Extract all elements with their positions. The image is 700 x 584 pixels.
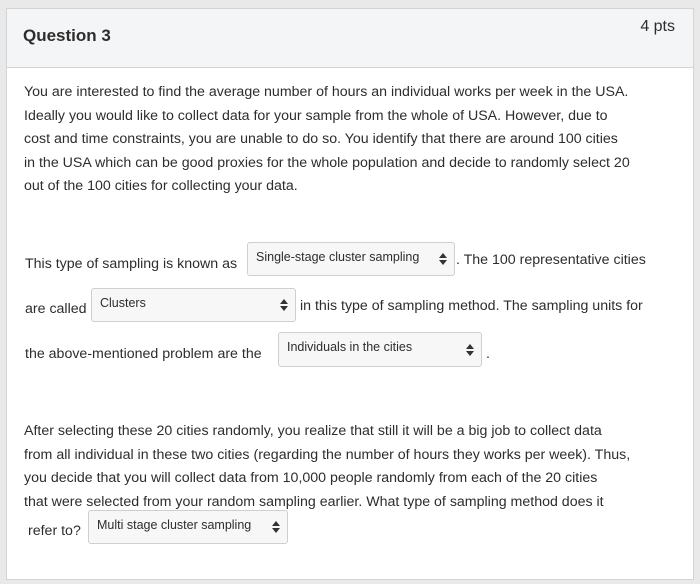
sampling-type-dropdown[interactable] [247,242,455,276]
dropdown-selected-value: Clusters [100,296,146,310]
fill-in-text: in this type of sampling method. The sampling units for [300,298,643,314]
fill-in-text: . [486,346,490,362]
question-card [6,8,694,580]
intro-paragraph [24,81,630,199]
intro-line: in the USA which can be good proxies for the whole population and decide to randomly select 20 [24,154,630,171]
updown-arrows-icon [466,344,474,356]
updown-arrows-icon [439,253,447,265]
intro-line: Ideally you would like to collect data for your sample from the whole of USA. However, due to [24,107,608,124]
updown-arrows-icon [280,299,288,311]
fill-in-text: This type of sampling is known as [25,256,238,272]
fill-in-text: are called [25,301,87,317]
cluster-term-dropdown[interactable] [91,288,296,322]
intro-line: cost and time constraints, you are unable to do so. You identify that there are around 100 cities [24,131,618,147]
dropdown-selected-value: Individuals in the cities [287,340,413,354]
followup-line: that were selected from your random sampling earlier. What type of sampling method does it [24,493,604,510]
updown-arrows-icon [272,521,280,533]
intro-line: You are interested to find the average number of hours an individual works per week in the USA. [24,84,629,100]
fill-in-text: refer to? [28,523,81,539]
dropdown-selected-value: Single-stage cluster sampling [256,250,420,264]
dropdown-selected-value: Multi stage cluster sampling [97,518,252,532]
followup-line: you decide that you will collect data from 10,000 people randomly from each of the 20 cities [24,470,598,486]
question-title: Question 3 [23,26,111,45]
sampling-units-dropdown[interactable] [278,332,482,367]
question-points: 4 pts [640,18,675,35]
followup-line: After selecting these 20 cities randomly, you realize that still it will be a big job to collect data [24,423,602,439]
question-header [7,9,693,68]
followup-line: from all individual in these two cities (regarding the number of hours they works per week). Thus, [24,446,631,463]
fill-in-text: the above-mentioned problem are the [25,346,262,362]
intro-line: out of the 100 cities for collecting your data. [24,178,298,194]
followup-paragraph [24,420,630,514]
fill-in-text: . The 100 representative cities [456,252,646,268]
followup-sampling-dropdown[interactable] [88,510,288,544]
